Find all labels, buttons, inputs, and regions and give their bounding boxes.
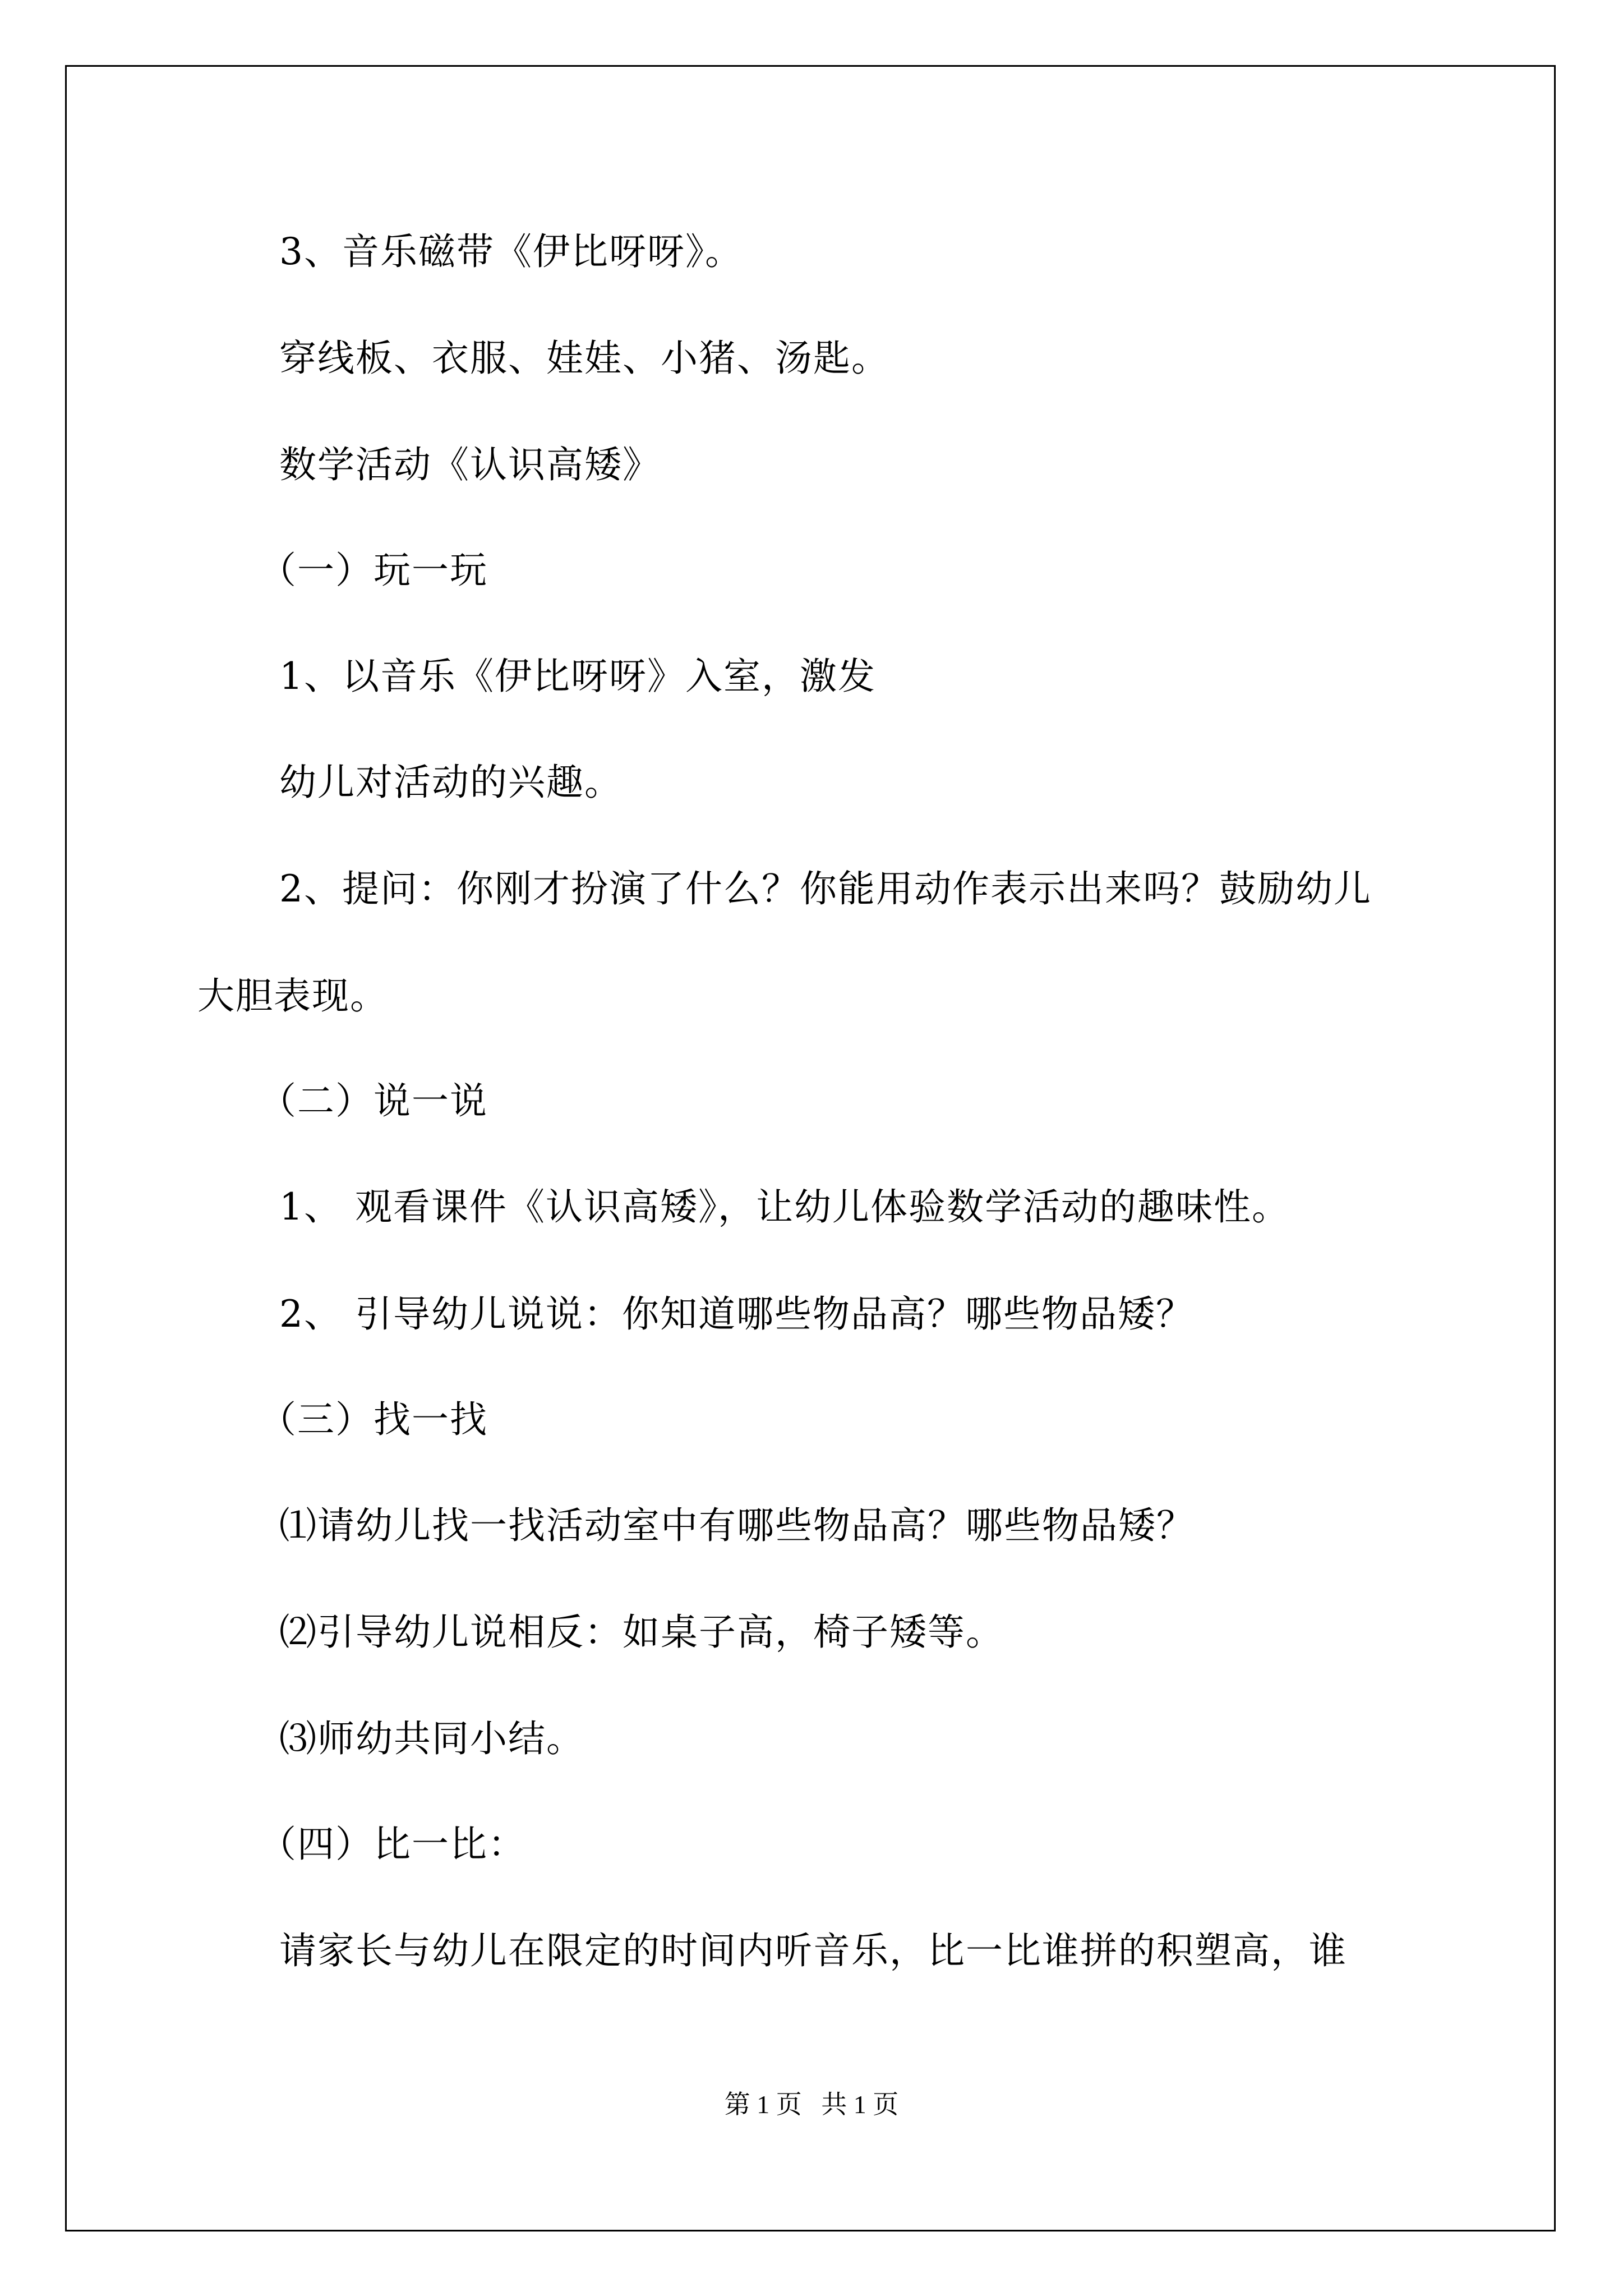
page-number-label: 第 1 页 共 1 页 <box>724 2090 899 2119</box>
text-line: 2、 引导幼儿说说：你知道哪些物品高？哪些物品矮？ <box>279 1292 1194 1336</box>
page-border <box>65 65 1556 2231</box>
text-line: 1、 观看课件《认识高矮》，让幼儿体验数学活动的趣味性。 <box>279 1185 1290 1228</box>
text-line: ⑵引导幼儿说相反：如桌子高，椅子矮等。 <box>279 1611 1004 1654</box>
text-line: 请家长与幼儿在限定的时间内听音乐，比一比谁拼的积塑高，谁 <box>279 1929 1347 1972</box>
page-footer <box>0 2088 1623 2122</box>
text-line: ⑴请幼儿找一找活动室中有哪些物品高？哪些物品矮？ <box>279 1504 1195 1547</box>
section-heading: （二）说一说 <box>259 1079 488 1122</box>
section-heading: （三）找一找 <box>259 1398 488 1441</box>
text-line: 穿线板、衣服、娃娃、小猪、汤匙。 <box>279 337 889 380</box>
text-line: 数学活动《认识高矮》 <box>279 443 661 486</box>
text-line: 大胆表现。 <box>197 974 388 1018</box>
text-line: 3、音乐磁带《伊比呀呀》。 <box>279 230 743 273</box>
text-line: 2、提问：你刚才扮演了什么？你能用动作表示出来吗？鼓励幼儿 <box>279 867 1372 910</box>
section-heading: （四）比一比： <box>259 1823 526 1866</box>
text-line: ⑶师幼共同小结。 <box>279 1717 584 1760</box>
text-line: 幼儿对活动的兴趣。 <box>279 761 623 804</box>
section-heading: （一）玩一玩 <box>259 549 488 592</box>
text-line: 1、以音乐《伊比呀呀》入室，激发 <box>279 655 876 698</box>
